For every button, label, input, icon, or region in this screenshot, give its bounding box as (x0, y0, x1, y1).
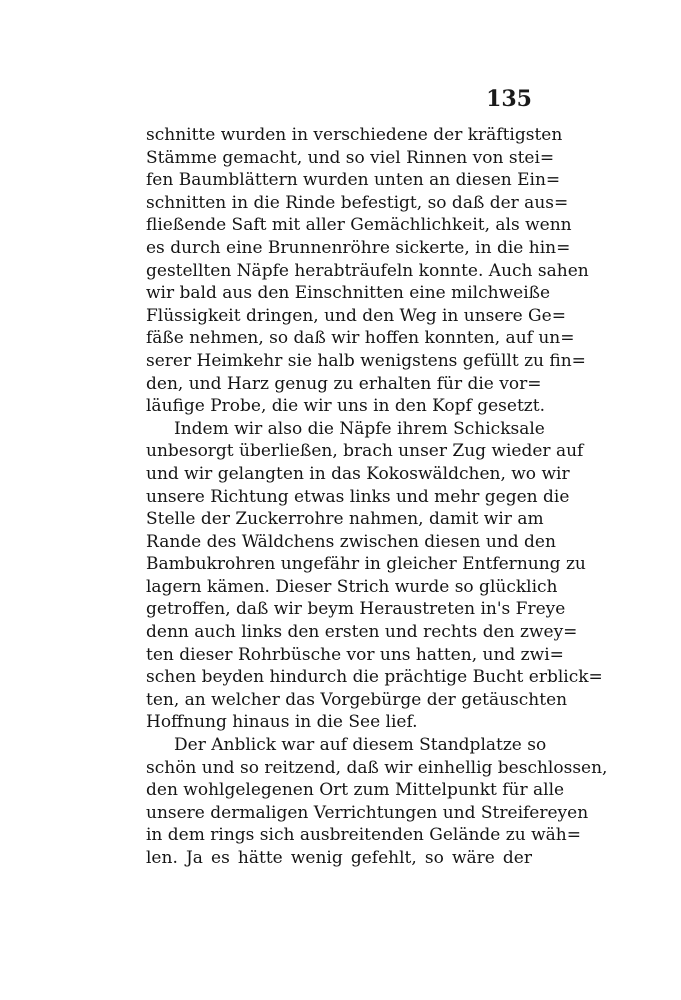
text-line: unbesorgt überließen, brach unser Zug wieder auf (146, 441, 584, 462)
text-line: schen beyden hindurch die prächtige Bucht erblick= (146, 667, 603, 688)
text-line: fen Baumblättern wurden unten an diesen Ein= (146, 170, 561, 191)
text-line: len. Ja es hätte wenig gefehlt, so wäre der (146, 848, 532, 868)
text-line: den wohlgelegenen Ort zum Mittelpunkt für alle (146, 780, 565, 801)
text-line: läufige Probe, die wir uns in den Kopf gesetzt. (146, 396, 545, 417)
text-line: fließende Saft mit aller Gemächlichkeit, als wenn (146, 215, 572, 236)
paragraph-start-line: Indem wir also die Näpfe ihrem Schicksale (174, 418, 545, 439)
text-line: schnitten in die Rinde befestigt, so daß der aus= (146, 192, 569, 213)
text-line: ten, an welcher das Vorgebürge der getäuschten (146, 689, 568, 710)
paragraph-start-line: Der Anblick war auf diesem Standplatze so (174, 735, 547, 756)
text-line: gestellten Näpfe herabträufeln konnte. Auch sahen (146, 260, 589, 281)
text-line: und wir gelangten in das Kokoswäldchen, wo wir (146, 463, 570, 484)
text-line: unsere Richtung etwas links und mehr gegen die (146, 486, 570, 507)
text-line: es durch eine Brunnenröhre sickerte, in die hin= (146, 237, 571, 258)
text-line: Rande des Wäldchens zwischen diesen und den (146, 531, 556, 552)
text-line: wir bald aus den Einschnitten eine milchweiße (146, 283, 551, 304)
text-line: schön und so reitzend, daß wir einhellig beschlossen, (146, 757, 608, 778)
text-line: getroffen, daß wir beym Heraustreten in's Freye (146, 599, 566, 620)
text-line: lagern kämen. Dieser Strich wurde so glücklich (146, 576, 558, 597)
text-line: serer Heimkehr sie halb wenigstens gefüllt zu fin= (146, 350, 586, 371)
text-line: Flüssigkeit dringen, und den Weg in unsere Ge= (146, 305, 566, 326)
text-line: in dem rings sich ausbreitenden Gelände zu wäh= (146, 825, 581, 846)
text-line: denn auch links den ersten und rechts den zwey= (146, 622, 578, 643)
text-line: Bambukrohren ungefähr in gleicher Entfernung zu (146, 554, 586, 575)
text-line: fäße nehmen, so daß wir hoffen konnten, auf un= (146, 328, 575, 349)
text-line: unsere dermaligen Verrichtungen und Streifereyen (146, 802, 589, 823)
text-line: ten dieser Rohrbüsche vor uns hatten, und zwi= (146, 644, 564, 665)
text-line: den, und Harz genug zu erhalten für die vor= (146, 373, 542, 394)
page-number: 135 (486, 86, 532, 112)
text-line: schnitte wurden in verschiedene der kräftigsten (146, 125, 563, 145)
body-text (146, 124, 608, 870)
text-line: Stelle der Zuckerrohre nahmen, damit wir am (146, 509, 544, 530)
text-line: Stämme gemacht, und so viel Rinnen von stei= (146, 147, 555, 168)
text-line: Hoffnung hinaus in die See lief. (146, 712, 418, 733)
